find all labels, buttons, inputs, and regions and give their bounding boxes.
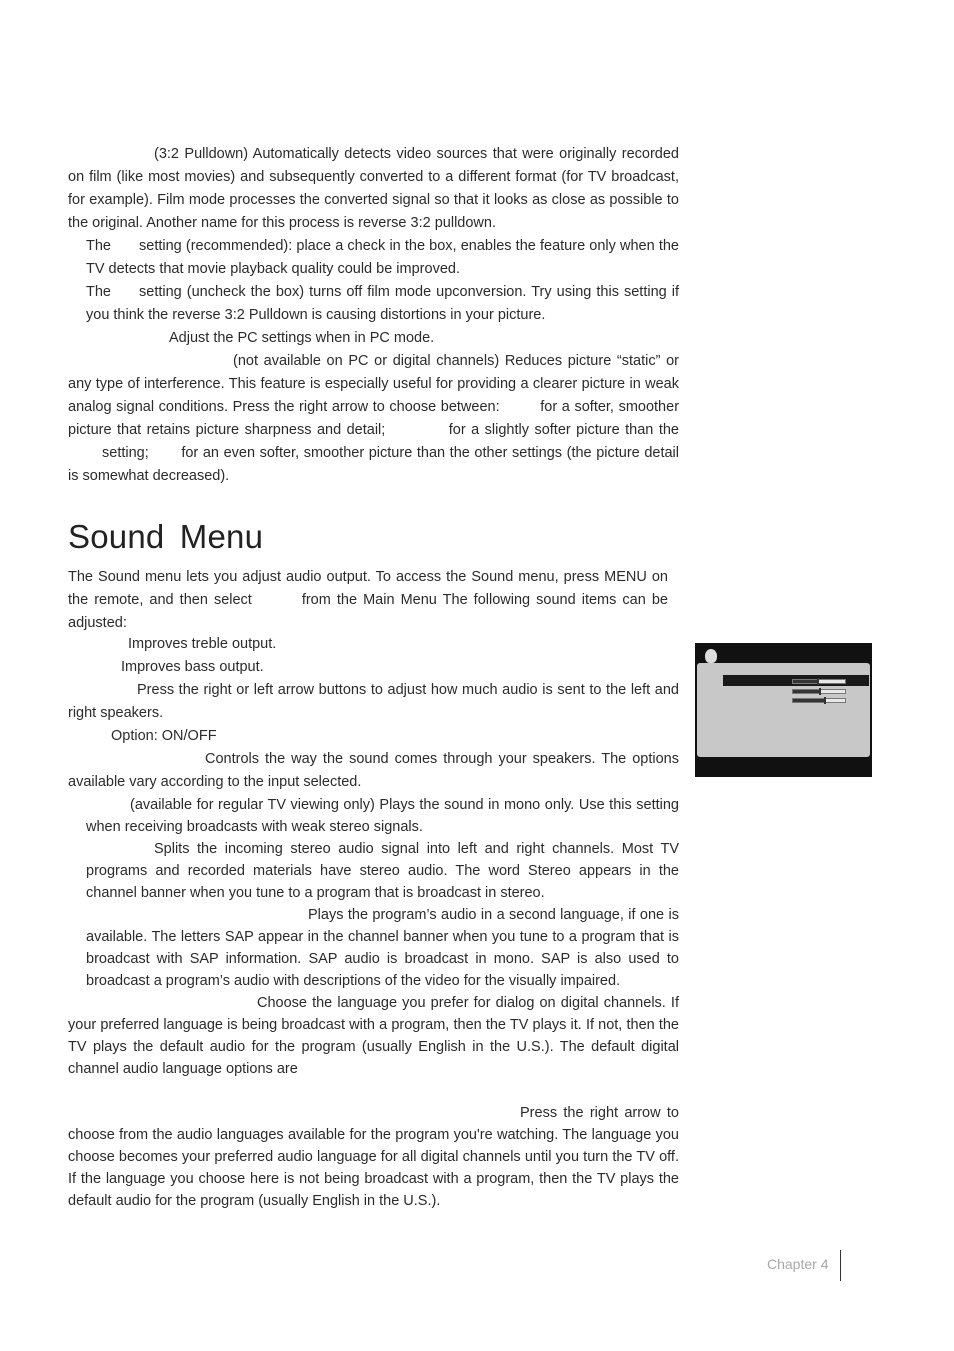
- sound-menu-section: [68, 566, 668, 635]
- pc-settings-item: Adjust the PC settings when in PC mode.: [169, 330, 435, 346]
- option-item: Option: ON/OFF: [111, 728, 217, 744]
- bass-slider: [792, 689, 846, 694]
- sound-menu-heading: Sound Menu: [68, 518, 264, 555]
- stereo-item: Splits the incoming stereo audio signal into left and right channels. Most TV programs and recorded materials have stereo audio. The word Stereo appears in the channel banner when you tune to a program that is broadcast in stereo.: [86, 841, 679, 901]
- film-auto-item: The setting (recommended): place a check in the box, enables the feature only when the TV detects that movie playback quality could be improved.: [86, 238, 679, 277]
- balance-item: Press the right or left arrow buttons to adjust how much audio is sent to the left and right speakers.: [68, 682, 679, 721]
- treble-item: Improves treble output.: [128, 636, 277, 652]
- mono-item: (available for regular TV viewing only) Plays the sound in mono only. Use this setting when receiving broadcasts with weak stereo signals.: [86, 797, 679, 835]
- bass-item: Improves bass output.: [121, 659, 264, 675]
- sound-mode-item: Controls the way the sound comes through your speakers. The options available vary according to the input selected.: [68, 751, 679, 790]
- noise-reduction-paragraph: (not available on PC or digital channels) Reduces picture “static” or any type of interference. This feature is especially useful for providing a clearer picture in weak analog signal conditions. Press the right arrow to choose between: for a softer, smoother picture that retains picture sharpness and detail; for a slightly softer picture than the setting; for an even softer, smoother picture than the other settings (the picture detail is somewhat decreased).: [68, 353, 680, 484]
- chapter-label: Chapter 4: [767, 1256, 829, 1272]
- film-mode-section: [68, 143, 679, 488]
- speaker-icon: [705, 649, 717, 663]
- treble-slider: [792, 679, 846, 684]
- current-language-item: Press the right arrow to choose from the audio languages available for the program you're watching. The language you choose becomes your preferred audio language for all digital channels until you turn the TV off. If the language you choose here is not being broadcast with a program, then the TV plays the default audio for the program (usually English in the U.S.).: [68, 1105, 679, 1209]
- sap-item: Plays the program’s audio in a second language, if one is available. The letters SAP appear in the channel banner when you tune to a program that is broadcast with SAP information. SAP audio is broadcast in mono. SAP is also used to broadcast a program’s audio with descriptions of the video for the visually impaired.: [86, 907, 679, 989]
- sound-intro: The Sound menu lets you adjust audio output. To access the Sound menu, press MENU on the remote, and then select from the Main Menu The following sound items can be adjusted:: [68, 569, 668, 631]
- digital-language-item: Choose the language you prefer for dialog on digital channels. If your preferred language is being broadcast with a program, then the TV plays it. If not, then the TV plays the default audio for the program (usually English in the U.S.). The default digital channel audio language options are: [68, 995, 679, 1077]
- sound-items: [68, 633, 679, 1212]
- film-mode-paragraph: (3:2 Pulldown) Automatically detects video sources that were originally recorded on film (like most movies) and subsequently converted to a different format (for TV broadcast, for example). Film mode processes the converted signal so that it looks as close as possible to the original. Another name for this process is reverse 3:2 pulldown.: [68, 146, 679, 231]
- footer-divider: [840, 1250, 841, 1281]
- balance-slider: [792, 698, 846, 703]
- film-off-item: The setting (uncheck the box) turns off film mode upconversion. Try using this setting if you think the reverse 3:2 Pulldown is causing distortions in your picture.: [86, 284, 679, 323]
- sound-menu-screenshot: [695, 643, 872, 777]
